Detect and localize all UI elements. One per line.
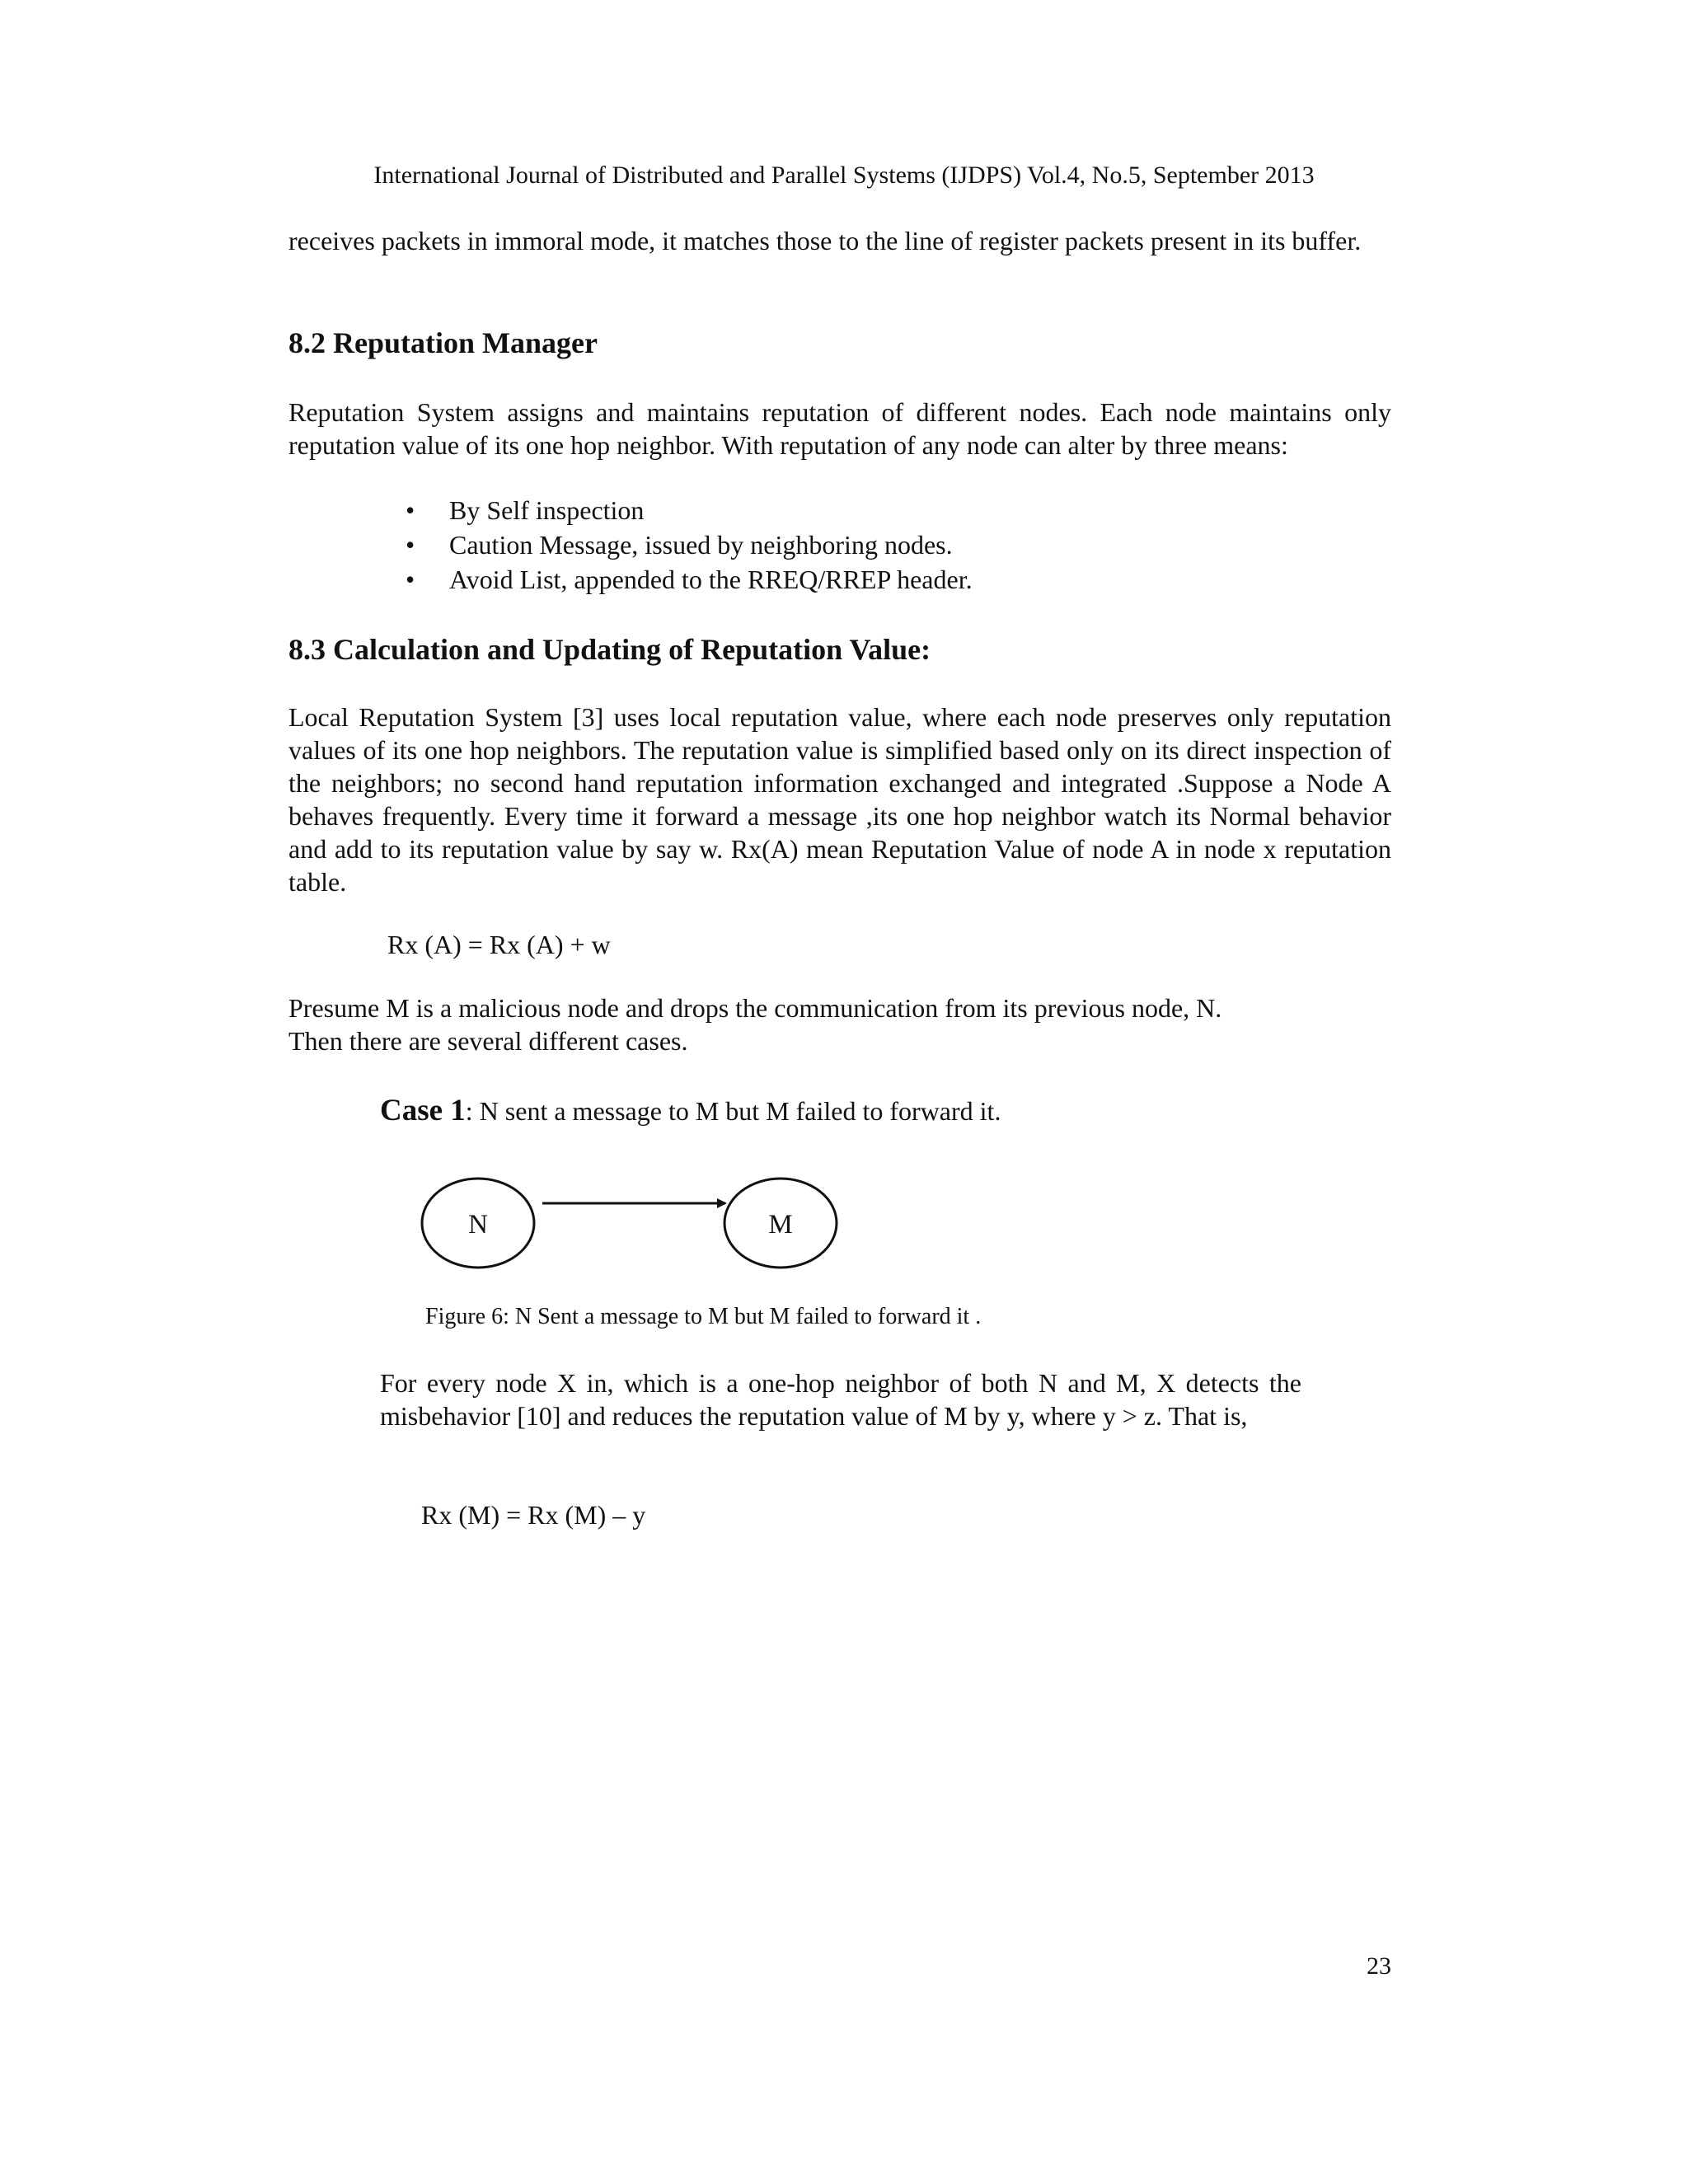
equation-reputation-decrease: Rx (M) = Rx (M) – y [421, 1500, 646, 1530]
running-header: International Journal of Distributed and Parallel Systems (IJDPS) Vol.4, No.5, September 2013 [373, 162, 1315, 189]
list-item-text: Avoid List, appended to the RREQ/RREP header. [449, 565, 973, 594]
page-number: 23 [1367, 1952, 1391, 1980]
section-heading-reputation-manager: 8.2 Reputation Manager [288, 326, 598, 359]
presume-line-1: Presume M is a malicious node and drops the communication from its previous node, N. [288, 993, 1222, 1023]
equation-reputation-increase: Rx (A) = Rx (A) + w [387, 930, 611, 959]
list-item-text: By Self inspection [449, 495, 645, 525]
node-n-label: N [468, 1210, 488, 1240]
detection-paragraph: For every node X in, which is a one-hop neighbor of both N and M, X detects the misbehavior [10] and reduces the reputation value of M by y, where y > z. That is, [380, 1368, 1301, 1431]
section-heading-calculation: 8.3 Calculation and Updating of Reputation Value: [288, 633, 931, 666]
list-item [396, 527, 973, 562]
figure-6-caption: Figure 6: N Sent a message to M but M failed to forward it . [425, 1304, 982, 1329]
continuation-paragraph: receives packets in immoral mode, it matches those to the line of register packets present in its buffer. [288, 226, 1362, 255]
bullet-icon: • [406, 530, 415, 560]
case-1-label: Case 1 [380, 1094, 466, 1127]
list-item [396, 562, 973, 597]
local-reputation-paragraph: Local Reputation System [3] uses local reputation value, where each node preserves only reputation values of its one hop neighbors. The reputation value is simplified based only on its direct inspection of the neighbors; no second hand reputation information exchanged and integrated .Suppose a Node A behaves frequently. Every time it forward a message ,its one hop neighbor watch its Normal behavior and add to its reputation value by say w. Rx(A) mean Reputation Value of node A in node x reputation table. [288, 702, 1391, 897]
case-1-line [380, 1093, 1001, 1129]
node-m-label: M [768, 1210, 793, 1240]
bullet-icon: • [406, 495, 415, 525]
list-item [396, 493, 973, 527]
presume-line-2: Then there are several different cases. [288, 1026, 688, 1056]
message-forwarding-diagram [412, 1170, 874, 1294]
list-item-text: Caution Message, issued by neighboring nodes. [449, 530, 953, 560]
reputation-manager-paragraph: Reputation System assigns and maintains reputation of different nodes. Each node maintains only reputation value of its one hop neighbor. With reputation of any node can alter by three means: [288, 397, 1391, 460]
reputation-means-list [396, 493, 973, 597]
bullet-icon: • [406, 565, 415, 594]
case-1-text: : N sent a message to M but M failed to forward it. [465, 1096, 1001, 1126]
